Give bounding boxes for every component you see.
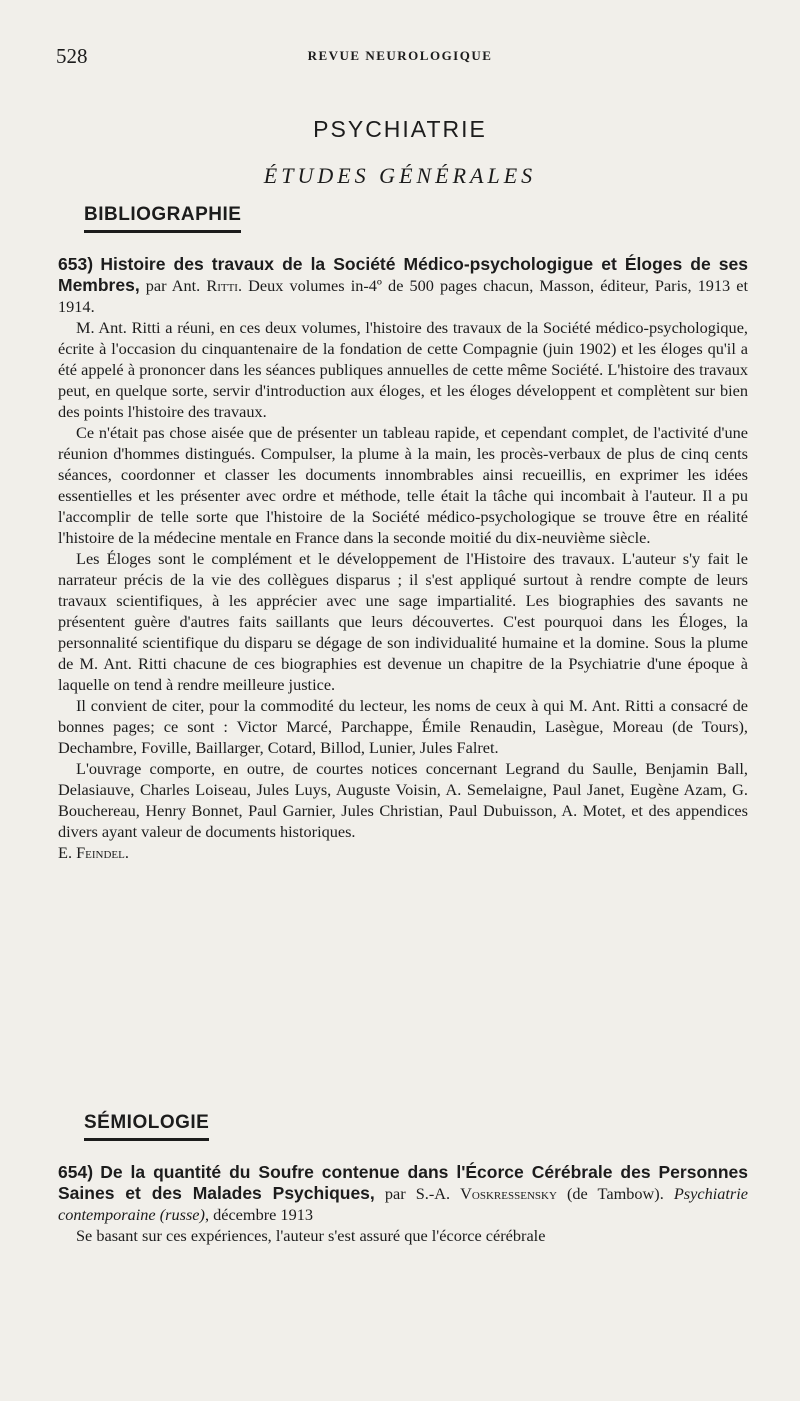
running-title: REVUE NEUROLOGIQUE	[307, 48, 493, 63]
rubric-underline	[84, 1138, 209, 1141]
entry-author: Ritti	[206, 276, 238, 295]
page-header	[56, 44, 744, 68]
rubric-semiologie	[84, 1112, 209, 1141]
entry-byline-prefix: par Ant.	[139, 276, 207, 295]
rubric-underline	[84, 230, 241, 233]
rubric-bibliographie	[84, 204, 241, 233]
entry-byline-suffix: , décembre 1913	[204, 1205, 313, 1224]
entry-byline-suffix: . Deux volumes in-4º de 500 pages chacun, Masson, éditeur, Paris, 1913 et 1914.	[58, 276, 749, 316]
entry-byline-prefix: par S.-A.	[374, 1184, 461, 1203]
entry-journal: Psychiatrie contemporaine (russe)	[58, 1184, 749, 1224]
page-number: 528	[56, 44, 88, 68]
entry-title: Histoire des travaux de la Société Médico-psychologigue et Éloges de ses Membres,	[58, 254, 748, 295]
section-title: PSYCHIATRIE	[313, 116, 487, 142]
entry-byline-mid: (de Tambow).	[556, 1184, 674, 1203]
entry-author: Voskressensky	[460, 1184, 557, 1203]
entry-heading	[58, 254, 748, 317]
entry-654	[58, 1162, 748, 1246]
paragraph: Ce n'était pas chose aisée que de présenter un tableau rapide, et cependant complet, de l'activité d'une réunion d'hommes distingués. Compulser, la plume à la main, les procès-verbaux de plus de cinq cents séances, coordonner et classer les documents innombrables ainsi recueillis, en exprimer les idées essentielles et les présenter avec ordre et méthode, telle était la tâche qui incombait à l'auteur. Il a pu l'accomplir de telle sorte que l'histoire de la Société médico-psychologique se trouve être en réalité l'histoire de la médecine mentale en France dans la seconde moitié du dix-neuvième siècle.	[58, 423, 748, 547]
entry-heading	[58, 1162, 748, 1225]
paragraph: Les Éloges sont le complément et le développement de l'Histoire des travaux. L'auteur s'y fait le narrateur précis de la vie des collègues disparus ; il s'est appliqué surtout à rendre compte de leurs travaux scientifiques, à les apprécier avec une sage impartialité. Les biographies des savants ne présentent guère d'autres faits saillants que leurs découvertes. C'est pourquoi dans les Éloges, la personnalité scientifique du disparu se dégage de son individualité humaine et la domine. Sous la plume de M. Ant. Ritti chacune de ces biographies est devenue un chapitre de la Psychiatrie d'une époque à laquelle on tend à rendre meilleure justice.	[58, 549, 748, 694]
rubric-label: BIBLIOGRAPHIE	[84, 204, 242, 225]
entry-number: 653)	[58, 254, 94, 274]
paragraph: Se basant sur ces expériences, l'auteur s'est assuré que l'écorce cérébrale	[76, 1226, 546, 1245]
entry-number: 654)	[58, 1162, 94, 1182]
signature: E. Feindel.	[58, 843, 129, 862]
entry-title: De la quantité du Soufre contenue dans l'Écorce Cérébrale des Personnes Saines et des Malades Psychiques,	[58, 1162, 748, 1203]
paragraph: Il convient de citer, pour la commodité du lecteur, les noms de ceux à qui M. Ant. Ritti a consacré de bonnes pages; ce sont : Victor Marcé, Parchappe, Émile Renaudin, Lasègue, Moreau (de Tours), Dechambre, Foville, Baillarger, Cotard, Billod, Lunier, Jules Falret.	[58, 696, 748, 757]
paragraph: M. Ant. Ritti a réuni, en ces deux volumes, l'histoire des travaux de la Société médico-psychologique, écrite à l'occasion du cinquantenaire de la fondation de cette Compagnie (juin 1902) et les éloges qu'il a été appelé à prononcer dans les séances publiques annuelles de cette même Société. L'histoire des travaux peut, en quelque sorte, servir d'introduction aux éloges, et les éloges développent et complètent sur bien des points l'histoire des travaux.	[58, 318, 748, 421]
rubric-label: SÉMIOLOGIE	[84, 1112, 210, 1133]
entry-653	[58, 254, 748, 863]
subsection-title: ÉTUDES GÉNÉRALES	[263, 163, 537, 188]
paragraph: L'ouvrage comporte, en outre, de courtes notices concernant Legrand du Saulle, Benjamin Ball, Delasiauve, Charles Loiseau, Jules Luys, Auguste Voisin, A. Semelaigne, Paul Janet, Eugène Azam, G. Bouchereau, Henry Bonnet, Paul Garnier, Jules Christian, Paul Dubuisson, A. Motet, et des appendices divers ayant valeur de documents historiques.	[58, 759, 748, 841]
